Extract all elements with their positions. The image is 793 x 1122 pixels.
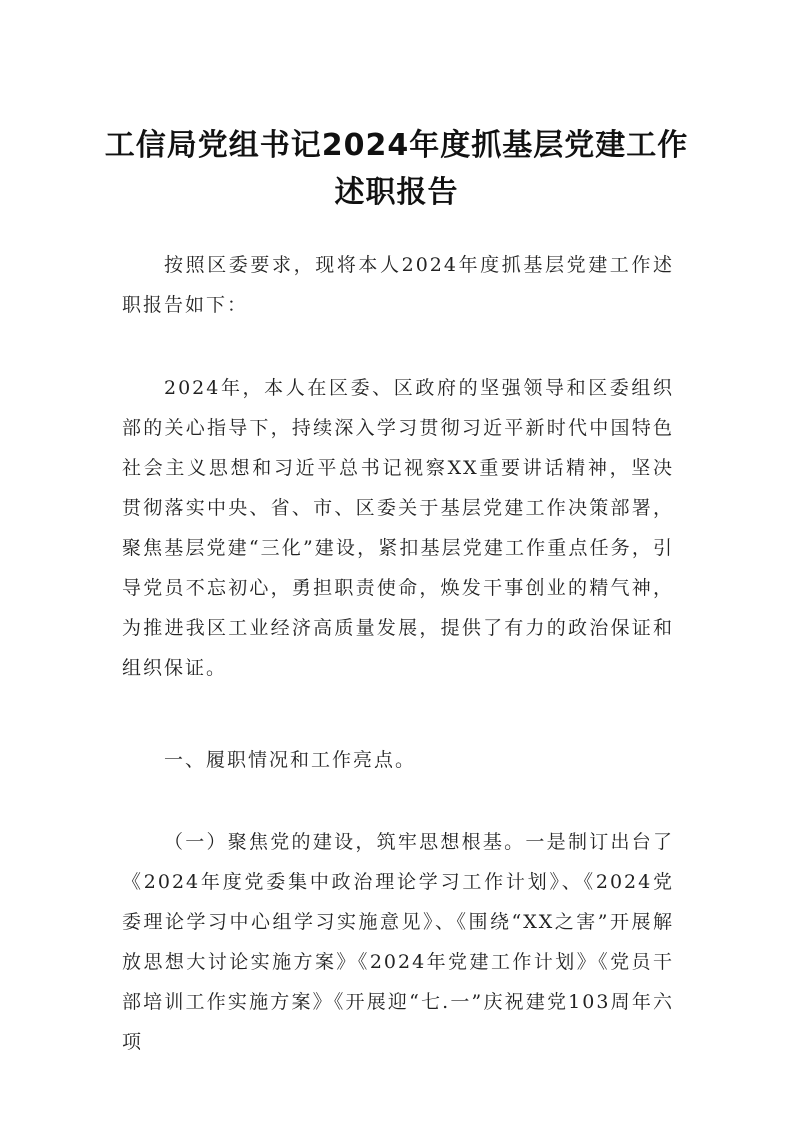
document-title-line-1: 工信局党组书记2024年度抓基层党建工作 [104, 128, 689, 163]
section-heading: 一、履职情况和工作亮点。 [164, 749, 417, 771]
summary-paragraph: 2024年，本人在区委、区政府的坚强领导和区委组织部的关心指导下，持续深入学习贯彻习近平新时代中国特色社会主义思想和习近平总书记视察XX重要讲话精神，坚决贯彻落实中央、省、市、区委关于基层党建工作决策部署，聚焦基层党建“三化”建设，紧扣基层党建工作重点任务，引导党员不忘初心，勇担职责使命，焕发干事创业的精气神，为推进我区工业经济高质量发展，提供了有力的政治保证和组织保证。 [122, 377, 674, 679]
intro-paragraph: 按照区委要求，现将本人2024年度抓基层党建工作述职报告如下： [122, 254, 674, 316]
document-title-line-2: 述职报告 [334, 175, 459, 210]
subsection-paragraph: （一）聚焦党的建设，筑牢思想根基。一是制订出台了《2024年度党委集中政治理论学习工作计划》、《2024党委理论学习中心组学习实施意见》、《围绕“XX之害”开展解放思想大讨论实施方案》《2024年党建工作计划》《党员干部培训工作实施方案》《开展迎“七.一”庆祝建党103周年六项 [122, 831, 674, 1053]
